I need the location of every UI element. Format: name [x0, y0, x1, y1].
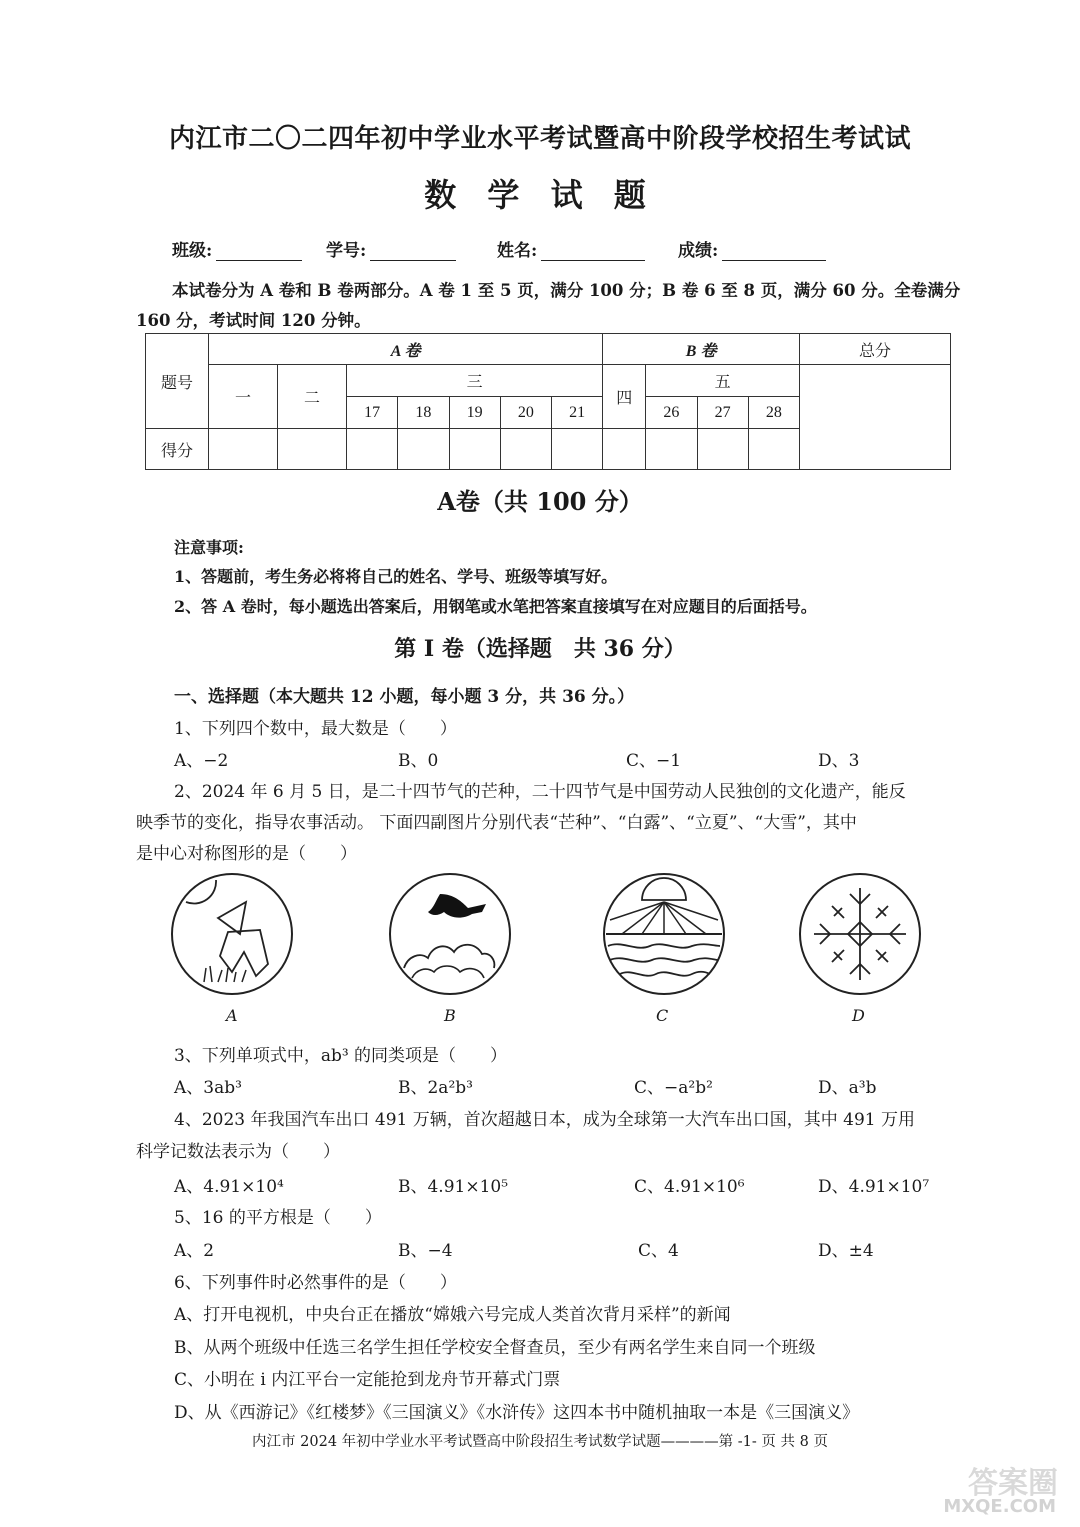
q5-option-d: D、±4 — [818, 1241, 874, 1261]
row-label-score: 得分 — [146, 429, 209, 470]
info-score: 成绩: — [678, 236, 826, 261]
score-cell[interactable] — [398, 429, 449, 470]
sub-col: 17 — [347, 397, 398, 429]
solar-term-figure-b — [388, 872, 512, 996]
q1-option-d: D、3 — [818, 751, 860, 771]
question-1: 1、下列四个数中，最大数是（ ） — [174, 719, 457, 739]
figure-label-d: D — [852, 1006, 865, 1025]
sub-col: 27 — [697, 397, 748, 429]
score-cell[interactable] — [603, 429, 646, 470]
question-2-line-1: 2、2024 年 6 月 5 日，是二十四节气的芒种，二十四节气是中国劳动人民独创的文化遗产，能反 — [174, 782, 906, 802]
solar-term-figure-c — [602, 872, 726, 996]
q3-option-d: D、a³b — [818, 1078, 877, 1098]
col-one: 一 — [209, 365, 278, 429]
q6-option-c: C、小明在 i 内江平台一定能抢到龙舟节开幕式门票 — [174, 1370, 561, 1390]
question-6: 6、下列事件时必然事件的是（ ） — [174, 1273, 457, 1293]
info-class: 班级: — [172, 236, 302, 261]
question-4-line-2: 科学记数法表示为（ ） — [136, 1142, 340, 1162]
section-a-heading: A卷（共 100 分） — [437, 487, 643, 516]
figure-label-a: A — [226, 1006, 238, 1025]
q6-option-a: A、打开电视机，中央台正在播放“嫦娥六号完成人类首次背月采样”的新闻 — [174, 1305, 731, 1325]
sub-col: 18 — [398, 397, 449, 429]
notes-heading: 注意事项: — [174, 538, 244, 557]
q4-option-a: A、4.91×10⁴ — [174, 1177, 284, 1197]
q3-option-c: C、−a²b² — [634, 1078, 713, 1098]
q4-option-d: D、4.91×10⁷ — [818, 1177, 930, 1197]
col-three: 三 — [347, 365, 603, 397]
question-5: 5、16 的平方根是（ ） — [174, 1208, 382, 1228]
question-2-line-3: 是中心对称图形的是（ ） — [136, 844, 357, 864]
a-section-header: A 卷 — [209, 334, 603, 365]
total-header: 总分 — [800, 334, 951, 365]
b-section-header: B 卷 — [603, 334, 800, 365]
q1-option-b: B、0 — [398, 751, 439, 771]
question-2-line-2: 映季节的变化，指导农事活动。 下面四副图片分别代表“芒种”、“白露”、“立夏”、“大雪”，其中 — [136, 813, 857, 833]
score-cell[interactable] — [347, 429, 398, 470]
score-cell[interactable] — [646, 429, 697, 470]
col-four: 四 — [603, 365, 646, 429]
question-4-line-1: 4、2023 年我国汽车出口 491 万辆，首次超越日本，成为全球第一大汽车出口国，其中 491 万用 — [174, 1110, 915, 1130]
q5-option-a: A、2 — [174, 1241, 215, 1261]
watermark-logo: 答案圈 — [968, 1466, 1058, 1501]
sub-col: 20 — [500, 397, 551, 429]
q1-option-c: C、−1 — [626, 751, 682, 771]
score-cell[interactable] — [209, 429, 278, 470]
exam-subject-title: 数 学 试 题 — [424, 176, 656, 214]
row-label-question: 题号 — [146, 334, 209, 429]
solar-term-figure-d — [798, 872, 922, 996]
score-cell[interactable] — [697, 429, 748, 470]
score-cell[interactable] — [500, 429, 551, 470]
q4-option-b: B、4.91×10⁵ — [398, 1177, 509, 1197]
sub-col: 21 — [552, 397, 603, 429]
q6-option-b: B、从两个班级中任选三名学生担任学校安全督查员，至少有两名学生来自同一个班级 — [174, 1338, 816, 1358]
total-score-cell[interactable] — [800, 365, 951, 470]
col-five: 五 — [646, 365, 800, 397]
q1-option-a: A、−2 — [174, 751, 229, 771]
section-i-heading: 第 I 卷（选择题 共 36 分） — [394, 636, 686, 662]
figure-label-c: C — [656, 1006, 669, 1025]
score-cell[interactable] — [449, 429, 500, 470]
sub-col: 19 — [449, 397, 500, 429]
q5-option-b: B、−4 — [398, 1241, 453, 1261]
note-item-1: 1、答题前，考生务必将将自己的姓名、学号、班级等填写好。 — [174, 567, 618, 586]
info-name: 姓名: — [497, 236, 645, 261]
note-item-2: 2、答 A 卷时，每小题选出答案后，用钢笔或水笔把答案直接填写在对应题目的后面括号。 — [174, 597, 817, 616]
score-cell[interactable] — [748, 429, 799, 470]
q5-option-c: C、4 — [638, 1241, 679, 1261]
score-cell[interactable] — [552, 429, 603, 470]
exam-title: 内江市二〇二四年初中学业水平考试暨高中阶段学校招生考试试 — [168, 124, 911, 154]
part-one-heading: 一、选择题（本大题共 12 小题，每小题 3 分，共 36 分。） — [174, 687, 635, 707]
q6-option-d: D、从《西游记》《红楼梦》《三国演义》《水浒传》这四本书中随机抽取一本是《三国演义》 — [174, 1403, 860, 1423]
solar-term-figure-a — [170, 872, 294, 996]
q3-option-b: B、2a²b³ — [398, 1078, 473, 1098]
col-two: 二 — [278, 365, 347, 429]
figure-label-b: B — [444, 1006, 456, 1025]
score-table — [145, 333, 951, 470]
sub-col: 26 — [646, 397, 697, 429]
q3-option-a: A、3ab³ — [174, 1078, 242, 1098]
watermark-url: MXQE.COM — [943, 1496, 1056, 1517]
info-student-id: 学号: — [326, 236, 456, 261]
q4-option-c: C、4.91×10⁶ — [634, 1177, 745, 1197]
exam-intro: 本试卷分为 A 卷和 B 卷两部分。A 卷 1 至 5 页，满分 100 分；B 卷 6 至 8 页，满分 60 分。全卷满分 160 分，考试时间 120 分钟。 — [136, 281, 961, 330]
question-3: 3、下列单项式中，ab³ 的同类项是（ ） — [174, 1046, 508, 1066]
sub-col: 28 — [748, 397, 799, 429]
page-footer: 内江市 2024 年初中学业水平考试暨高中阶段招生考试数学试题————第 -1- 页 共 8 页 — [252, 1434, 828, 1450]
score-cell[interactable] — [278, 429, 347, 470]
